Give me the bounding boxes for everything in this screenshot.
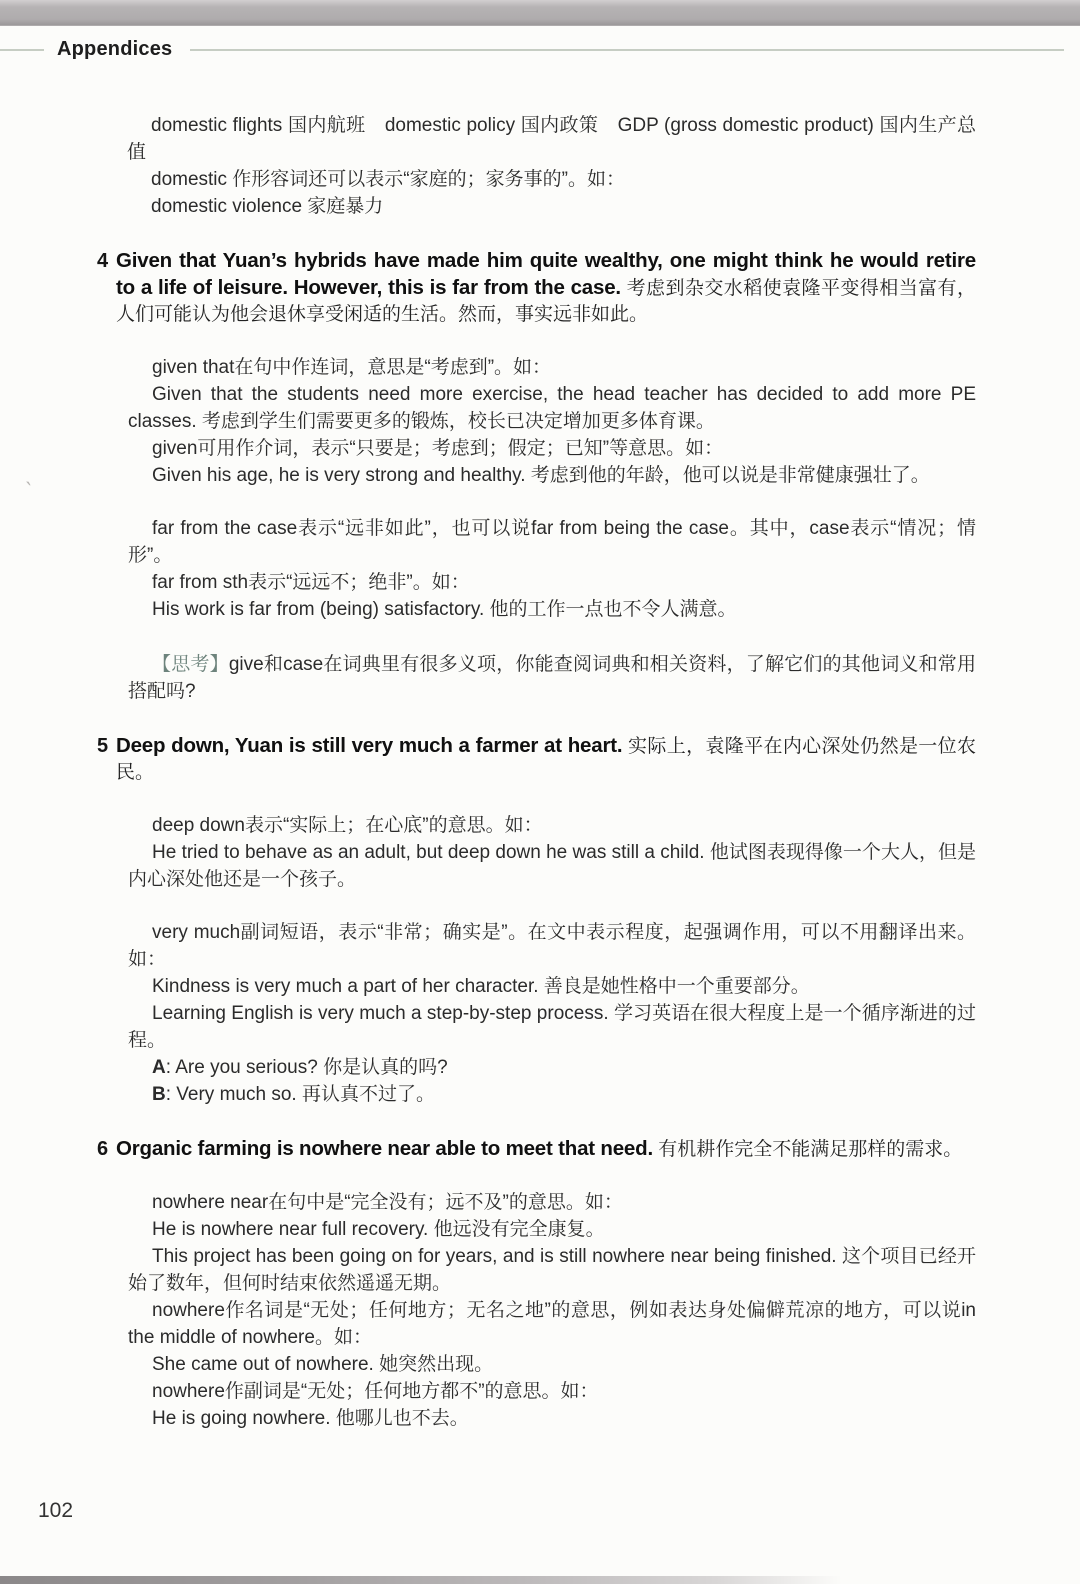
header-rule-left: [0, 49, 44, 51]
item-number: 6: [97, 1138, 109, 1160]
page-number: 102: [38, 1499, 74, 1522]
item-heading: [116, 733, 976, 786]
item-heading-zh: 有机耕作完全不能满足那样的需求。: [658, 1139, 963, 1160]
dialog-text: : Very much so. 再认真不过了。: [165, 1084, 435, 1105]
think-label: 【思考】: [152, 654, 229, 675]
item-heading: [116, 1136, 976, 1163]
think-note: [128, 651, 976, 705]
usage-group-far-from: [116, 515, 976, 623]
paragraph: This project has been going on for years, and is still nowhere near being finished. 这个项目已经开始了数年，但何时结束依然遥遥无期。: [128, 1246, 976, 1294]
item-heading-en: Deep down, Yuan is still very much a farmer at heart.: [116, 734, 623, 757]
item-heading-en: Organic farming is nowhere near able to meet that need.: [116, 1137, 653, 1160]
scan-artifact-mark: `: [22, 477, 34, 504]
intro-section: [97, 112, 976, 220]
usage-group-very-much: [116, 919, 976, 1108]
intro-line: domestic flights 国内航班 domestic policy 国内政策 GDP (gross domestic product) 国内生产总值: [127, 115, 976, 163]
paragraph: deep down表示“实际上；在心底”的意思。如：: [152, 815, 543, 836]
paragraph: Learning English is very much a step-by-step process. 学习英语在很大程度上是一个循序渐进的过程。: [128, 1003, 976, 1051]
item-heading-en: Given that Yuan’s hybrids have made him quite wealthy, one might think he would retire to a life of leisure. However, this is far from the case.: [116, 249, 976, 299]
item-heading-zh: 考虑到杂交水稻使袁隆平变得相当富有，人们可能认为他会退休享受闲适的生活。然而，事实远非如此。: [116, 278, 976, 325]
page-title: Appendices: [57, 38, 173, 60]
scan-edge-top: [0, 0, 1080, 26]
item-body: [116, 733, 976, 1108]
scan-edge-bottom: [0, 1576, 842, 1584]
speaker-label: B: [152, 1084, 166, 1105]
header-rule-right: [190, 49, 1064, 51]
usage-group-nowhere: [116, 1189, 976, 1432]
item-6: [97, 1136, 976, 1432]
speaker-label: A: [152, 1057, 166, 1078]
paragraph: far from the case表示“远非如此”，也可以说far from being the case。其中，case表示“情况；情形”。: [128, 518, 976, 566]
item-body: [116, 1136, 976, 1432]
paragraph: She came out of nowhere. 她突然出现。: [152, 1354, 494, 1375]
item-heading: [116, 248, 976, 328]
paragraph: given that在句中作连词，意思是“考虑到”。如：: [152, 357, 552, 378]
paragraph: Kindness is very much a part of her character. 善良是她性格中一个重要部分。: [152, 976, 810, 997]
usage-group-given-that: [116, 354, 976, 489]
page-header: [0, 38, 1080, 61]
paragraph: His work is far from (being) satisfactory. 他的工作一点也不令人满意。: [152, 599, 737, 620]
paragraph: nowhere作副词是“无处；任何地方都不”的意思。如：: [152, 1381, 599, 1402]
paragraph: He is going nowhere. 他哪儿也不去。: [152, 1408, 469, 1429]
paragraph: nowhere near在句中是“完全没有；远不及”的意思。如：: [152, 1192, 623, 1213]
item-number: 4: [97, 250, 109, 272]
item-heading-zh: 实际上，袁隆平在内心深处仍然是一位农民。: [116, 736, 977, 783]
usage-group-deep-down: [116, 812, 976, 893]
item-body: [116, 248, 976, 705]
page-content: [97, 112, 976, 1432]
paragraph: far from sth表示“远远不；绝非”。如：: [152, 572, 470, 593]
item-5: [97, 733, 976, 1108]
item-4: [97, 248, 976, 705]
dialog-text: : Are you serious? 你是认真的吗?: [165, 1057, 448, 1078]
paragraph: Given his age, he is very strong and healthy. 考虑到他的年龄，他可以说是非常健康强壮了。: [152, 465, 930, 486]
paragraph: nowhere作名词是“无处；任何地方；无名之地”的意思，例如表达身处偏僻荒凉的地方，可以说in the middle of nowhere。如：: [128, 1300, 976, 1348]
intro-line: domestic violence 家庭暴力: [151, 196, 384, 217]
dialog-line: [128, 1054, 976, 1081]
paragraph: given可用作介词，表示“只要是；考虑到；假定；已知”等意思。如：: [152, 438, 724, 459]
paragraph: He tried to behave as an adult, but deep down he was still a child. 他试图表现得像一个大人，但是内心深处他还是一个孩子。: [128, 842, 976, 890]
think-text: give和case在词典里有很多义项，你能查阅词典和相关资料，了解它们的其他词义和常用搭配吗?: [128, 654, 976, 702]
dialog-line: [128, 1081, 976, 1108]
intro-line: domestic 作形容词还可以表示“家庭的；家务事的”。如：: [151, 169, 625, 190]
paragraph: very much副词短语，表示“非常；确实是”。在文中表示程度，起强调作用，可以不用翻译出来。如：: [128, 922, 976, 970]
item-number: 5: [97, 735, 109, 757]
paragraph: Given that the students need more exercise, the head teacher has decided to add more PE classes. 考虑到学生们需要更多的锻炼，校长已决定增加更多体育课。: [128, 384, 976, 432]
paragraph: He is nowhere near full recovery. 他远没有完全康复。: [152, 1219, 605, 1240]
